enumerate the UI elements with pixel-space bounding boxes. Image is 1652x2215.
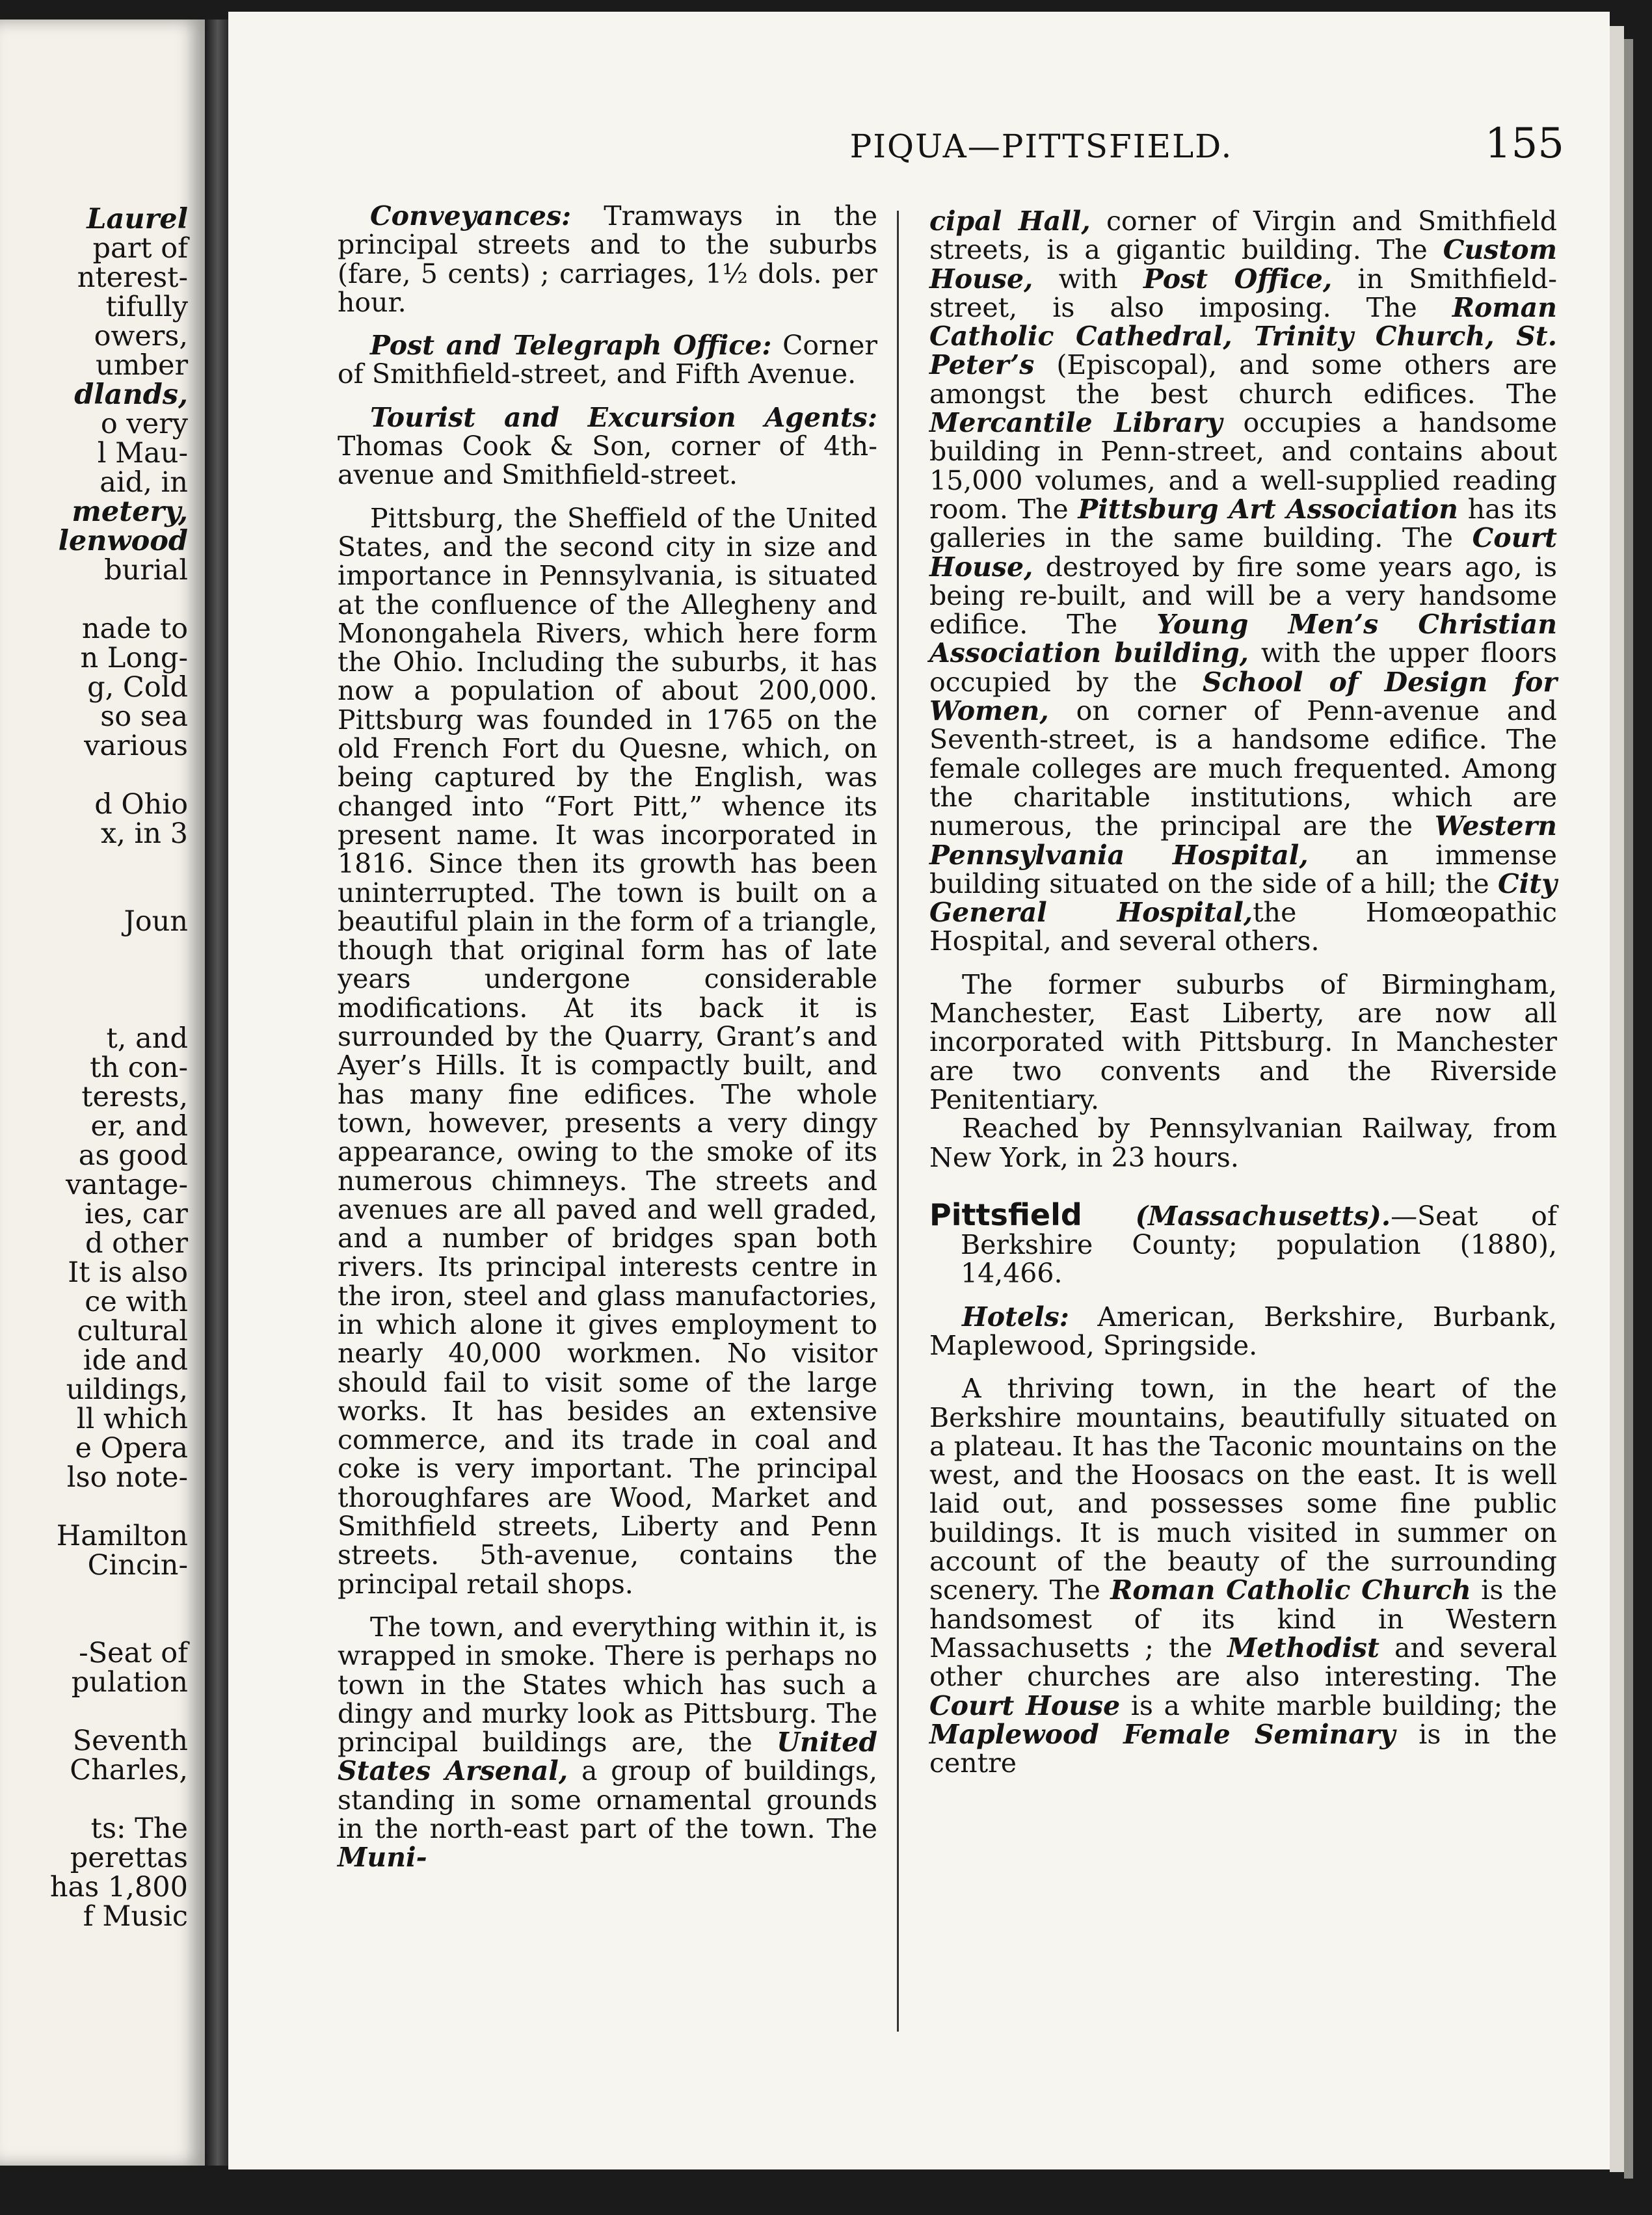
place-name: Pittsburg Art Association bbox=[1078, 493, 1458, 525]
pittsfield-hotels bbox=[929, 1303, 1557, 1360]
facing-page-line: perettas bbox=[70, 1842, 188, 1874]
facing-page-line: -Seat of bbox=[79, 1637, 188, 1669]
suburbs-paragraph: The former suburbs of Birmingham, Manchester, East Liberty, are now all incorporated with Pittsburg. In Manchester are two convents and the Riverside Penitentiary. bbox=[929, 968, 1557, 1115]
tourist-agents-label: Tourist and Excursion Agents: bbox=[370, 401, 877, 433]
facing-page-line: umber bbox=[96, 349, 188, 382]
entry-description: —Seat of Berkshire County; population (1880), 14,466. bbox=[961, 1200, 1557, 1290]
place-name: School of Design for Women, bbox=[929, 666, 1557, 727]
paragraph-text: on corner of Penn-avenue and Seventh-street, is a handsome edifice. The female colleges are much frequented. Among the charitable institutions, which are numerous, the principal are the bbox=[929, 695, 1557, 842]
facing-page-line: er, and bbox=[90, 1110, 188, 1143]
place-name: Mercantile Library bbox=[929, 407, 1223, 439]
paragraph-text: A thriving town, in the heart of the Berkshire mountains, beautifully situated on a plateau. It has the Taconic mountains on the west, and the Hoosacs on the east. It is well laid out, and possesses some fine public buildings. It is much visited in summer on account of the beauty of the surrounding scenery. The bbox=[929, 1373, 1557, 1606]
hotels-label: Hotels: bbox=[962, 1301, 1069, 1333]
facing-page-line: pulation bbox=[71, 1666, 188, 1699]
tourist-agents-text: Thomas Cook & Son, corner of 4th-avenue and Smithfield-street. bbox=[338, 431, 877, 491]
hotels-text: American, Berkshire, Burbank, Maplewood, Springside. bbox=[929, 1301, 1557, 1361]
facing-page-line: g, Cold bbox=[87, 671, 188, 704]
paragraph-text: with bbox=[1033, 263, 1143, 295]
facing-page-line: tifully bbox=[105, 291, 188, 323]
facing-page-line: burial bbox=[104, 554, 188, 587]
facing-page-line: aid, in bbox=[100, 466, 188, 499]
facing-page-line: nterest- bbox=[77, 261, 188, 294]
conveyances-paragraph bbox=[338, 202, 877, 317]
facing-page-line: th con- bbox=[90, 1052, 188, 1084]
facing-page-line: cultural bbox=[77, 1315, 188, 1347]
book-gutter bbox=[205, 20, 228, 2166]
facing-page-line: ide and bbox=[83, 1344, 188, 1377]
conveyances-text: Tramways in the principal streets and to the suburbs (fare, 5 cents) ; carriages, 1½ dols. per hour. bbox=[338, 200, 877, 318]
facing-page-line: Cincin- bbox=[87, 1549, 188, 1582]
page-edge bbox=[1610, 26, 1624, 2172]
facing-page-line: as good bbox=[78, 1139, 188, 1172]
paragraph-text: the Homœopathic Hospital, and several others. bbox=[929, 897, 1557, 957]
municipal-hall-name: Muni- bbox=[338, 1842, 427, 1874]
facing-page-line: t, and bbox=[106, 1022, 188, 1055]
paragraph-text: (Episcopal), and some others are amongst the best church edifices. The bbox=[929, 349, 1557, 410]
facing-page-line: Joun bbox=[124, 905, 188, 938]
running-title: PIQUA—PITTSFIELD. bbox=[849, 127, 1233, 165]
facing-page-line: d other bbox=[85, 1227, 188, 1260]
facing-page-line: Laurel bbox=[87, 203, 188, 235]
facing-page-line: uildings, bbox=[66, 1373, 188, 1406]
facing-page-line: x, in 3 bbox=[100, 817, 188, 850]
column-rule bbox=[897, 211, 899, 2032]
facing-page-line: lenwood bbox=[58, 525, 188, 557]
place-name: Post Office, bbox=[1143, 263, 1333, 295]
place-name: City General Hospital, bbox=[929, 868, 1557, 929]
pittsburg-smoke-paragraph bbox=[338, 1613, 877, 1872]
place-name: Young Men’s Christian Association building, bbox=[929, 609, 1558, 669]
paragraph-text: a group of buildings, standing in some ornamental grounds in the north-east part of the town. The bbox=[338, 1755, 877, 1845]
place-name: Maplewood Female Seminary bbox=[929, 1718, 1396, 1750]
facing-page-line: so sea bbox=[100, 700, 188, 733]
buildings-continuation bbox=[929, 207, 1557, 956]
entry-name: Pittsfield bbox=[929, 1197, 1082, 1232]
facing-page-line: ts: The bbox=[90, 1812, 188, 1845]
book-page bbox=[228, 12, 1610, 2169]
facing-page-line: Hamilton bbox=[56, 1520, 188, 1552]
facing-page-line: nade to bbox=[81, 613, 188, 645]
facing-page-line: owers, bbox=[94, 320, 188, 352]
paragraph-text: is the handsomest of its kind in Western Massachusetts ; the bbox=[929, 1574, 1557, 1664]
paragraph-text: and several other churches are also interesting. The bbox=[929, 1632, 1558, 1693]
pittsfield-description bbox=[929, 1374, 1557, 1777]
place-name: Custom House, bbox=[929, 234, 1557, 295]
paragraph-text: with the upper floors occupied by the bbox=[929, 637, 1557, 698]
facing-page-line: o very bbox=[100, 408, 188, 440]
arsenal-name: United States Arsenal, bbox=[338, 1727, 877, 1787]
facing-page-line: l Mau- bbox=[97, 437, 188, 470]
facing-page-line: part of bbox=[92, 232, 188, 265]
facing-page-line: Charles, bbox=[70, 1754, 188, 1786]
facing-page-line: lso note- bbox=[66, 1461, 188, 1494]
reached-by-paragraph: Reached by Pennsylvanian Railway, from New York, in 23 hours. bbox=[929, 1113, 1557, 1173]
facing-page-line: d Ohio bbox=[94, 788, 188, 821]
left-column bbox=[338, 202, 877, 1872]
post-office-paragraph bbox=[338, 331, 877, 389]
page-number: 155 bbox=[1484, 120, 1564, 168]
place-name: cipal Hall, bbox=[929, 206, 1091, 237]
pittsfield-entry-heading bbox=[929, 1197, 1557, 1290]
facing-page-line: e Opera bbox=[75, 1432, 188, 1465]
facing-page-line: metery, bbox=[72, 496, 188, 528]
post-office-text: Corner of Smithfield-street, and Fifth Avenue. bbox=[338, 330, 877, 390]
facing-page-line: various bbox=[84, 730, 188, 762]
facing-page-line: dlands, bbox=[74, 378, 188, 411]
facing-page-line: ce with bbox=[85, 1286, 188, 1318]
place-name: Western Pennsylvania Hospital, bbox=[929, 810, 1557, 871]
page-edge-shadow bbox=[1624, 39, 1633, 2179]
facing-page-line: It is also bbox=[68, 1256, 188, 1289]
facing-page-line: f Music bbox=[83, 1900, 188, 1933]
facing-page-line: terests, bbox=[81, 1081, 188, 1113]
post-office-label: Post and Telegraph Office: bbox=[370, 330, 772, 362]
place-name: Court House bbox=[929, 1690, 1121, 1721]
paragraph-text: destroyed by fire some years ago, is being re-built, and will be a very handsome edifice. The bbox=[929, 551, 1557, 641]
right-column bbox=[929, 207, 1557, 1777]
facing-page-line: Seventh bbox=[72, 1725, 188, 1757]
place-name: Methodist bbox=[1227, 1632, 1379, 1664]
conveyances-label: Conveyances: bbox=[370, 200, 572, 232]
facing-page-line: n Long- bbox=[80, 642, 188, 674]
paragraph-text: in Smithfield-street, is also imposing. The bbox=[929, 263, 1558, 323]
paragraph-text: is in the centre bbox=[929, 1718, 1557, 1779]
place-name: Roman Catholic Cathedral, Trinity Church, St. Peter’s bbox=[929, 291, 1557, 381]
facing-page-line: ll which bbox=[76, 1403, 188, 1435]
paragraph-text: is a white marble building; the bbox=[1120, 1690, 1557, 1721]
paragraph-text: The town, and everything within it, is wrapped in smoke. There is perhaps no town in the States which has such a dingy and murky look as Pittsburg. The principal buildings are, the bbox=[338, 1611, 877, 1758]
paragraph-text: has its galleries in the same building. The bbox=[929, 493, 1557, 554]
pittsburg-description: Pittsburg, the Sheffield of the United States, and the second city in size and importance in Pennsylvania, is situated at the confluence of the Allegheny and Monongahela Rivers, which here form the Ohio. Including the suburbs, it has now a population of about 200,000. Pittsburg was founded in 1765 on the old French Fort du Quesne, which, on being captured by the English, was changed into “Fort Pitt,” whence its present name. It was incorporated in 1816. Since then its growth has been uninterrupted. The town is built on a beautiful plain in the form of a triangle, though that original form has of late years undergone considerable modifications. At its back it is surrounded by the Quarry, Grant’s and Ayer’s Hills. It is compactly built, and has many fine edifices. The whole town, however, presents a very dingy appearance, owing to the smoke of its numerous chimneys. The streets and avenues are all paved and well graded, and a number of bridges span both rivers. Its principal interests centre in the iron, steel and glass manufactories, in which alone it gives employment to nearly 40,000 workmen. No visitor should fail to visit some of the large works. It has besides an extensive commerce, and its trade in coal and coke is very important. The principal thoroughfares are Wood, Market and Smithfield streets, Liberty and Penn streets. 5th-avenue, contains the principal retail shops. bbox=[338, 502, 877, 1600]
facing-page-line: ies, car bbox=[85, 1198, 188, 1230]
paragraph-text: corner of Virgin and Smithfield streets, is a gigantic building. The bbox=[929, 206, 1557, 266]
place-name: Roman Catholic Church bbox=[1110, 1574, 1471, 1606]
entry-state: (Massachusetts). bbox=[1135, 1200, 1391, 1232]
paragraph-text: occupies a handsome building in Penn-street, and contains about 15,000 volumes, and a well-supplied reading room. The bbox=[929, 407, 1557, 525]
tourist-agents-paragraph bbox=[338, 403, 877, 490]
facing-page-line: vantage- bbox=[65, 1169, 188, 1201]
facing-page-line: has 1,800 bbox=[49, 1871, 188, 1903]
facing-page-fragment bbox=[0, 20, 205, 2166]
place-name: Court House, bbox=[929, 522, 1557, 583]
paragraph-text: an immense building situated on the side of a hill; the bbox=[929, 839, 1557, 899]
